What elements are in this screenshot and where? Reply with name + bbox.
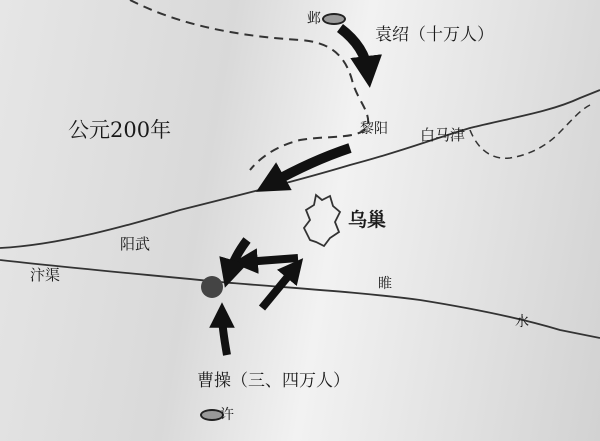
place-label-wuchao: 乌巢: [348, 209, 387, 231]
place-label-bianqu: 汴渠: [30, 266, 61, 284]
guandu-site: [201, 276, 223, 298]
cao-cao-arrow-advance: [222, 315, 227, 355]
bian-sui-river: [0, 260, 600, 338]
force-label-yuan-shao: 袁绍（十万人）: [375, 25, 494, 45]
place-label-ye: 邺: [307, 11, 321, 27]
city-marker-ye: [322, 13, 346, 25]
river-old-course: [470, 105, 590, 158]
wuchao-fire: [304, 195, 340, 246]
cao-cao-arrow-return: [245, 258, 298, 262]
boundary-line: [130, 0, 368, 170]
river-label-sui: 睢: [378, 276, 392, 292]
yuan-shao-arrow-1: [340, 28, 368, 72]
force-label-cao-cao: 曹操（三、四万人）: [197, 371, 350, 391]
place-label-liyang: 黎阳: [360, 121, 388, 137]
place-label-baima-jin: 白马津: [420, 126, 466, 144]
place-label-yangwu: 阳武: [120, 235, 151, 253]
place-label-xu: 许: [220, 407, 234, 423]
map-title: 公元200年: [68, 118, 172, 142]
river-label-shui: 水: [515, 314, 529, 330]
cao-cao-arrow-left: [229, 240, 247, 274]
yuan-shao-arrow-2: [270, 148, 350, 184]
